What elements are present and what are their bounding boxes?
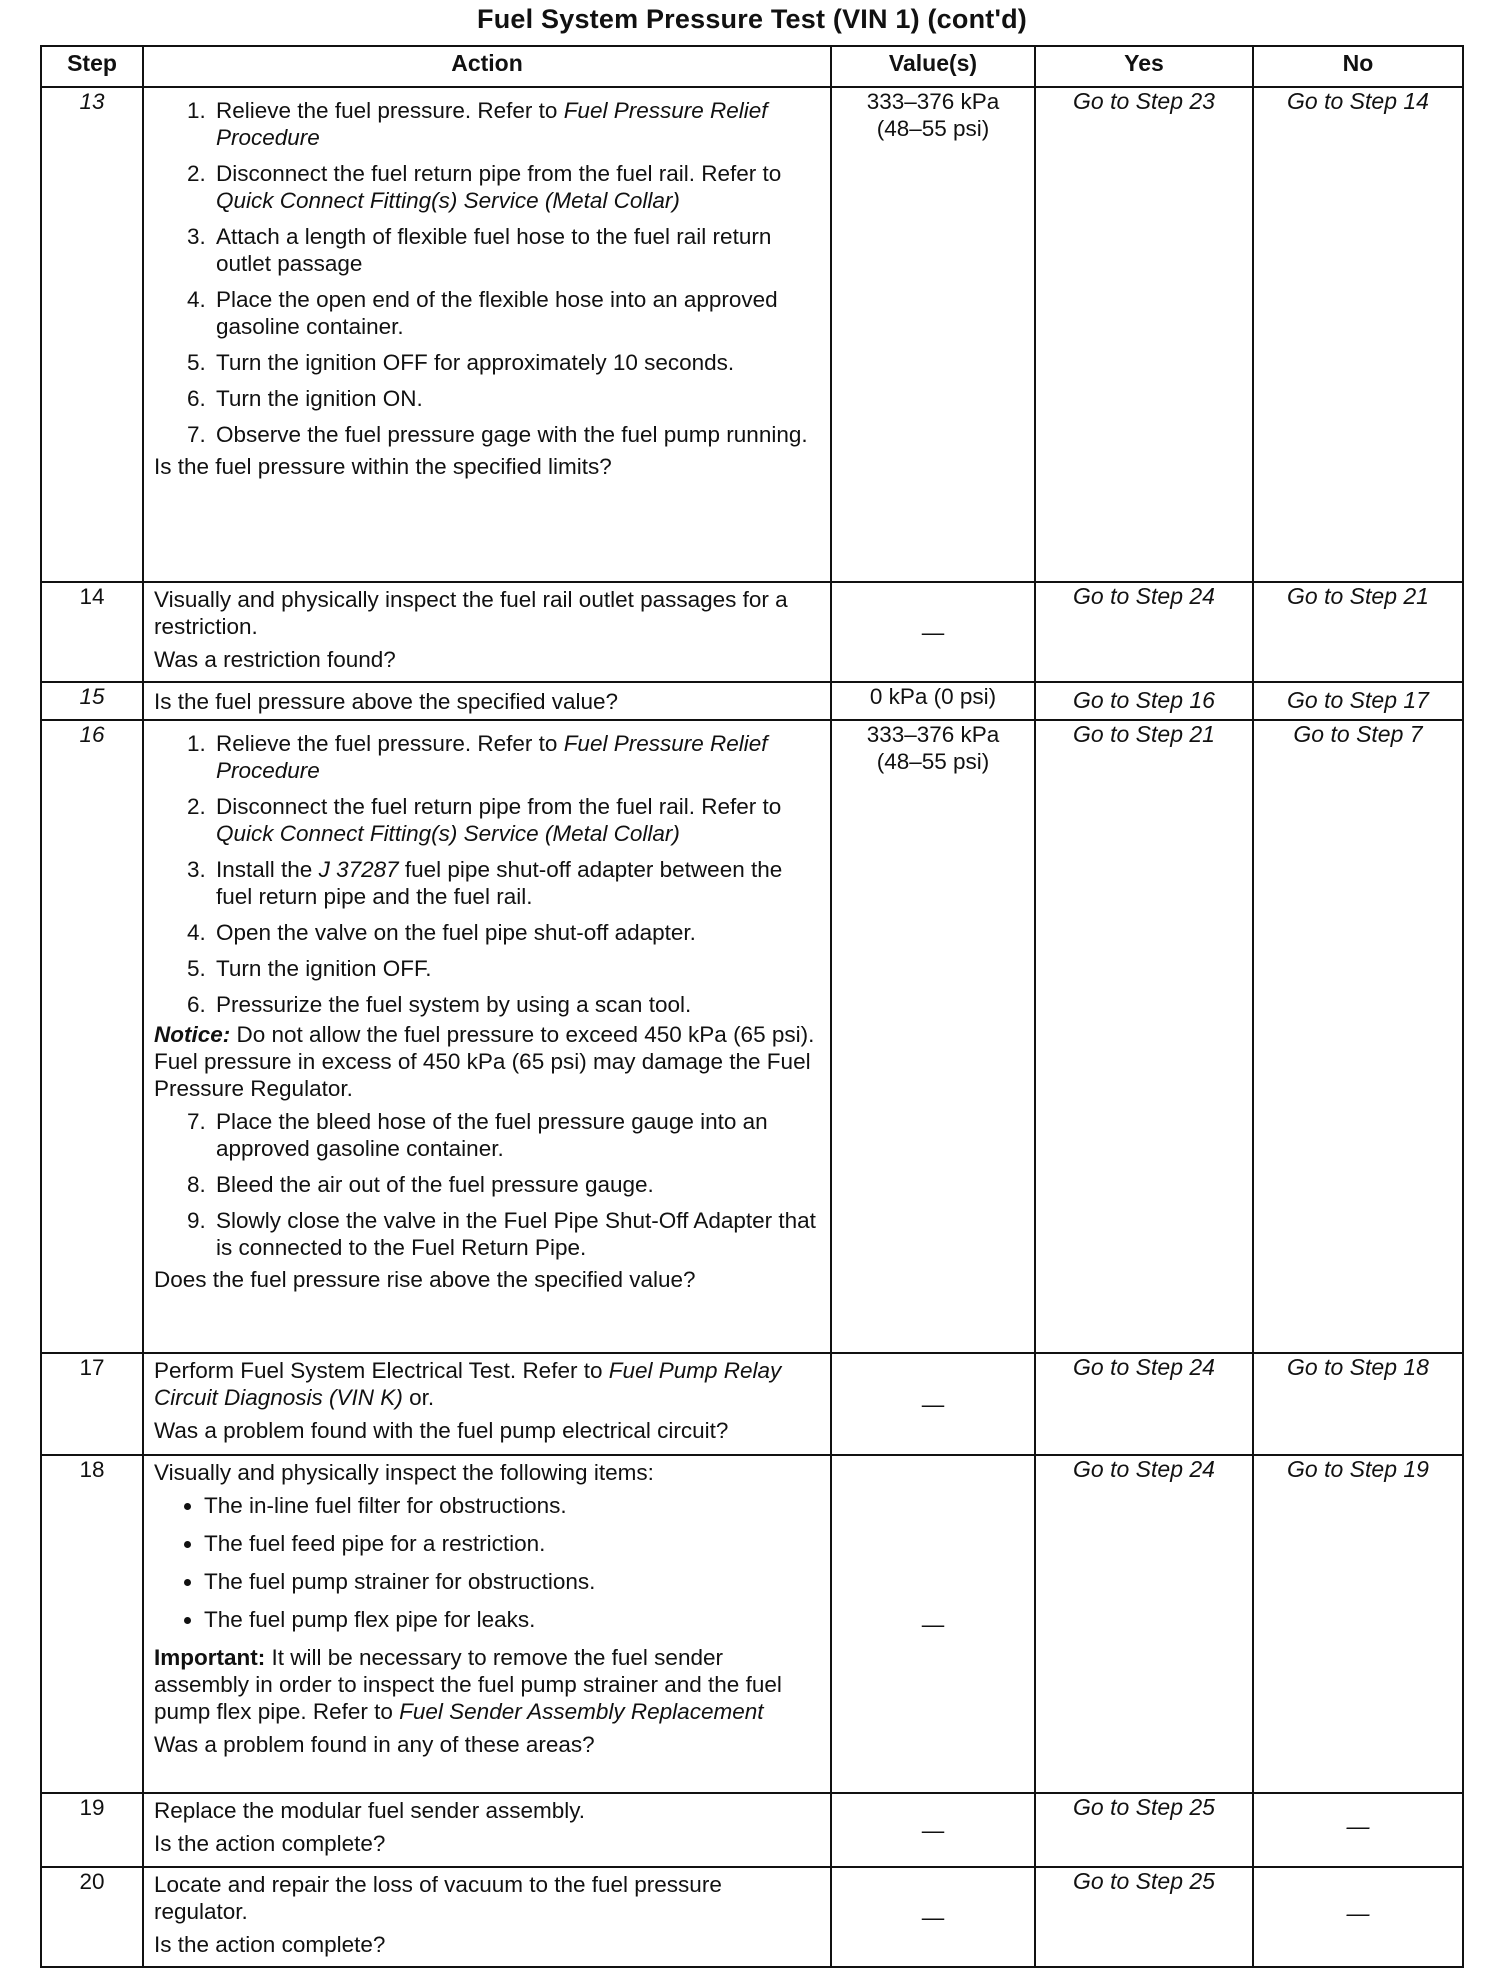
step-number: 20	[41, 1867, 143, 1967]
list-item: 6. Pressurize the fuel system by using a scan tool.	[212, 991, 818, 1018]
step-number: 14	[41, 582, 143, 682]
question-text: Was a problem found with the fuel pump electrical circuit?	[154, 1418, 729, 1443]
dash-mark: —	[1346, 1900, 1370, 1927]
step-number: 13	[41, 87, 143, 582]
table-row-step-19	[41, 1793, 1463, 1867]
instruction-text: Replace the modular fuel sender assembly.	[154, 1798, 586, 1823]
reference-link: Fuel Sender Assembly Replacement	[399, 1699, 764, 1724]
table-row-step-15	[41, 682, 1463, 720]
notice-label: Notice:	[154, 1022, 231, 1047]
table-row-step-14	[41, 582, 1463, 682]
table-row-step-18	[41, 1455, 1463, 1793]
procedure-list	[154, 97, 818, 448]
inspection-list	[154, 1492, 818, 1633]
value-cell	[831, 1455, 1035, 1793]
yes-cell: Go to Step 24	[1035, 582, 1253, 682]
list-item: 7. Observe the fuel pressure gage with the fuel pump running.	[212, 421, 818, 448]
reference-link: Fuel Pressure Relief Procedure	[216, 731, 768, 783]
no-cell: Go to Step 21	[1253, 582, 1463, 682]
list-item: 1. Relieve the fuel pressure. Refer to Fuel Pressure Relief Procedure	[212, 730, 818, 784]
step-number: 15	[41, 682, 143, 720]
notice-block	[154, 1021, 818, 1102]
value-cell	[831, 1793, 1035, 1867]
question-text: Is the action complete?	[154, 1932, 386, 1957]
yes-cell: Go to Step 25	[1035, 1793, 1253, 1867]
action-cell	[143, 1867, 831, 1967]
dash-mark: —	[921, 619, 945, 645]
action-cell	[143, 87, 831, 582]
no-cell: Go to Step 7	[1253, 720, 1463, 1353]
dash-mark: —	[921, 1904, 945, 1930]
list-item: • The fuel feed pipe for a restriction.	[204, 1530, 818, 1557]
value-cell	[831, 87, 1035, 582]
diagnostic-table	[40, 45, 1464, 1968]
step-number: 19	[41, 1793, 143, 1867]
no-cell: Go to Step 19	[1253, 1455, 1463, 1793]
step-number: 17	[41, 1353, 143, 1455]
reference-link: Fuel Pressure Relief Procedure	[216, 98, 768, 150]
list-item: 4. Open the valve on the fuel pipe shut-off adapter.	[212, 919, 818, 946]
value-psi: (48–55 psi)	[876, 749, 990, 774]
question-text: Is the fuel pressure within the specified limits?	[154, 454, 612, 479]
no-cell: Go to Step 18	[1253, 1353, 1463, 1455]
yes-cell: Go to Step 21	[1035, 720, 1253, 1353]
instruction-text: Visually and physically inspect the fuel rail outlet passages for a restriction.	[154, 587, 788, 639]
notice-text: Do not allow the fuel pressure to exceed 450 kPa (65 psi). Fuel pressure in excess of 450 kPa (65 psi) may damage the Fuel Pressure Regulator.	[154, 1022, 815, 1101]
list-item: • The fuel pump strainer for obstructions.	[204, 1568, 818, 1595]
header-no: No	[1253, 46, 1463, 87]
page-title: Fuel System Pressure Test (VIN 1) (cont'd)	[477, 4, 1027, 34]
list-item: 1. Relieve the fuel pressure. Refer to Fuel Pressure Relief Procedure	[212, 97, 818, 151]
yes-cell: Go to Step 23	[1035, 87, 1253, 582]
value-cell: 0 kPa (0 psi)	[831, 682, 1035, 720]
list-item: 6. Turn the ignition ON.	[212, 385, 818, 412]
value-cell	[831, 1867, 1035, 1967]
tool-number: J 37287	[318, 857, 399, 882]
table-row-step-13	[41, 87, 1463, 582]
dash-mark: —	[921, 1817, 945, 1843]
instruction-text: Perform Fuel System Electrical Test. Refer to Fuel Pump Relay Circuit Diagnosis (VIN K) or.	[154, 1358, 782, 1410]
reference-link: Quick Connect Fitting(s) Service (Metal Collar)	[216, 821, 680, 846]
dash-mark: —	[1346, 1813, 1370, 1840]
table-row-step-17	[41, 1353, 1463, 1455]
list-item: 5. Turn the ignition OFF.	[212, 955, 818, 982]
reference-link: Fuel Pump Relay Circuit Diagnosis (VIN K)	[154, 1358, 782, 1410]
question-text: Does the fuel pressure rise above the specified value?	[154, 1267, 696, 1292]
value-psi: (48–55 psi)	[876, 116, 990, 141]
header-yes: Yes	[1035, 46, 1253, 87]
question-text: Was a restriction found?	[154, 647, 396, 672]
list-item: 3. Install the J 37287 fuel pipe shut-off adapter between the fuel return pipe and the fuel rail.	[212, 856, 818, 910]
list-item: 9. Slowly close the valve in the Fuel Pipe Shut-Off Adapter that is connected to the Fuel Return Pipe.	[212, 1207, 818, 1261]
question-text: Was a problem found in any of these areas?	[154, 1732, 595, 1757]
step-number: 16	[41, 720, 143, 1353]
header-step: Step	[41, 46, 143, 87]
action-cell	[143, 582, 831, 682]
instruction-text: Visually and physically inspect the following items:	[154, 1460, 654, 1485]
value-cell	[831, 720, 1035, 1353]
step-number: 18	[41, 1455, 143, 1793]
instruction-text: Locate and repair the loss of vacuum to the fuel pressure regulator.	[154, 1872, 722, 1924]
list-item: 2. Disconnect the fuel return pipe from the fuel rail. Refer to Quick Connect Fitting(s) Service (Metal Collar)	[212, 160, 818, 214]
value-kpa: 333–376 kPa	[866, 722, 1000, 747]
reference-link: Quick Connect Fitting(s) Service (Metal Collar)	[216, 188, 680, 213]
header-row	[41, 46, 1463, 87]
action-cell	[143, 1793, 831, 1867]
list-item: 4. Place the open end of the flexible hose into an approved gasoline container.	[212, 286, 818, 340]
yes-cell: Go to Step 16	[1035, 682, 1253, 720]
no-cell	[1253, 1867, 1463, 1967]
procedure-list-continued	[154, 1108, 818, 1261]
action-cell	[143, 682, 831, 720]
header-values: Value(s)	[831, 46, 1035, 87]
question-text: Is the fuel pressure above the specified value?	[154, 688, 619, 714]
yes-cell: Go to Step 24	[1035, 1455, 1253, 1793]
list-item: 2. Disconnect the fuel return pipe from the fuel rail. Refer to Quick Connect Fitting(s) Service (Metal Collar)	[212, 793, 818, 847]
list-item: • The fuel pump flex pipe for leaks.	[204, 1606, 818, 1633]
header-action: Action	[143, 46, 831, 87]
important-text: It will be necessary to remove the fuel sender assembly in order to inspect the fuel pump strainer and the fuel pump flex pipe. Refer to	[154, 1645, 782, 1724]
no-cell: Go to Step 17	[1253, 682, 1463, 720]
action-cell	[143, 1455, 831, 1793]
action-cell	[143, 720, 831, 1353]
value-kpa: 333–376 kPa	[866, 89, 1000, 114]
list-item: 5. Turn the ignition OFF for approximately 10 seconds.	[212, 349, 818, 376]
action-cell	[143, 1353, 831, 1455]
question-text: Is the action complete?	[154, 1831, 386, 1856]
no-cell	[1253, 1793, 1463, 1867]
procedure-list	[154, 730, 818, 1018]
list-item: • The in-line fuel filter for obstructions.	[204, 1492, 818, 1519]
table-row-step-16	[41, 720, 1463, 1353]
list-item: 7. Place the bleed hose of the fuel pressure gauge into an approved gasoline container.	[212, 1108, 818, 1162]
yes-cell: Go to Step 24	[1035, 1353, 1253, 1455]
dash-mark: —	[921, 1611, 945, 1637]
important-label: Important:	[154, 1645, 266, 1670]
dash-mark: —	[921, 1391, 945, 1417]
list-item: 8. Bleed the air out of the fuel pressure gauge.	[212, 1171, 818, 1198]
yes-cell: Go to Step 25	[1035, 1867, 1253, 1967]
list-item: 3. Attach a length of flexible fuel hose to the fuel rail return outlet passage	[212, 223, 818, 277]
value-cell	[831, 1353, 1035, 1455]
no-cell: Go to Step 14	[1253, 87, 1463, 582]
table-row-step-20	[41, 1867, 1463, 1967]
important-block	[154, 1644, 818, 1725]
value-cell	[831, 582, 1035, 682]
